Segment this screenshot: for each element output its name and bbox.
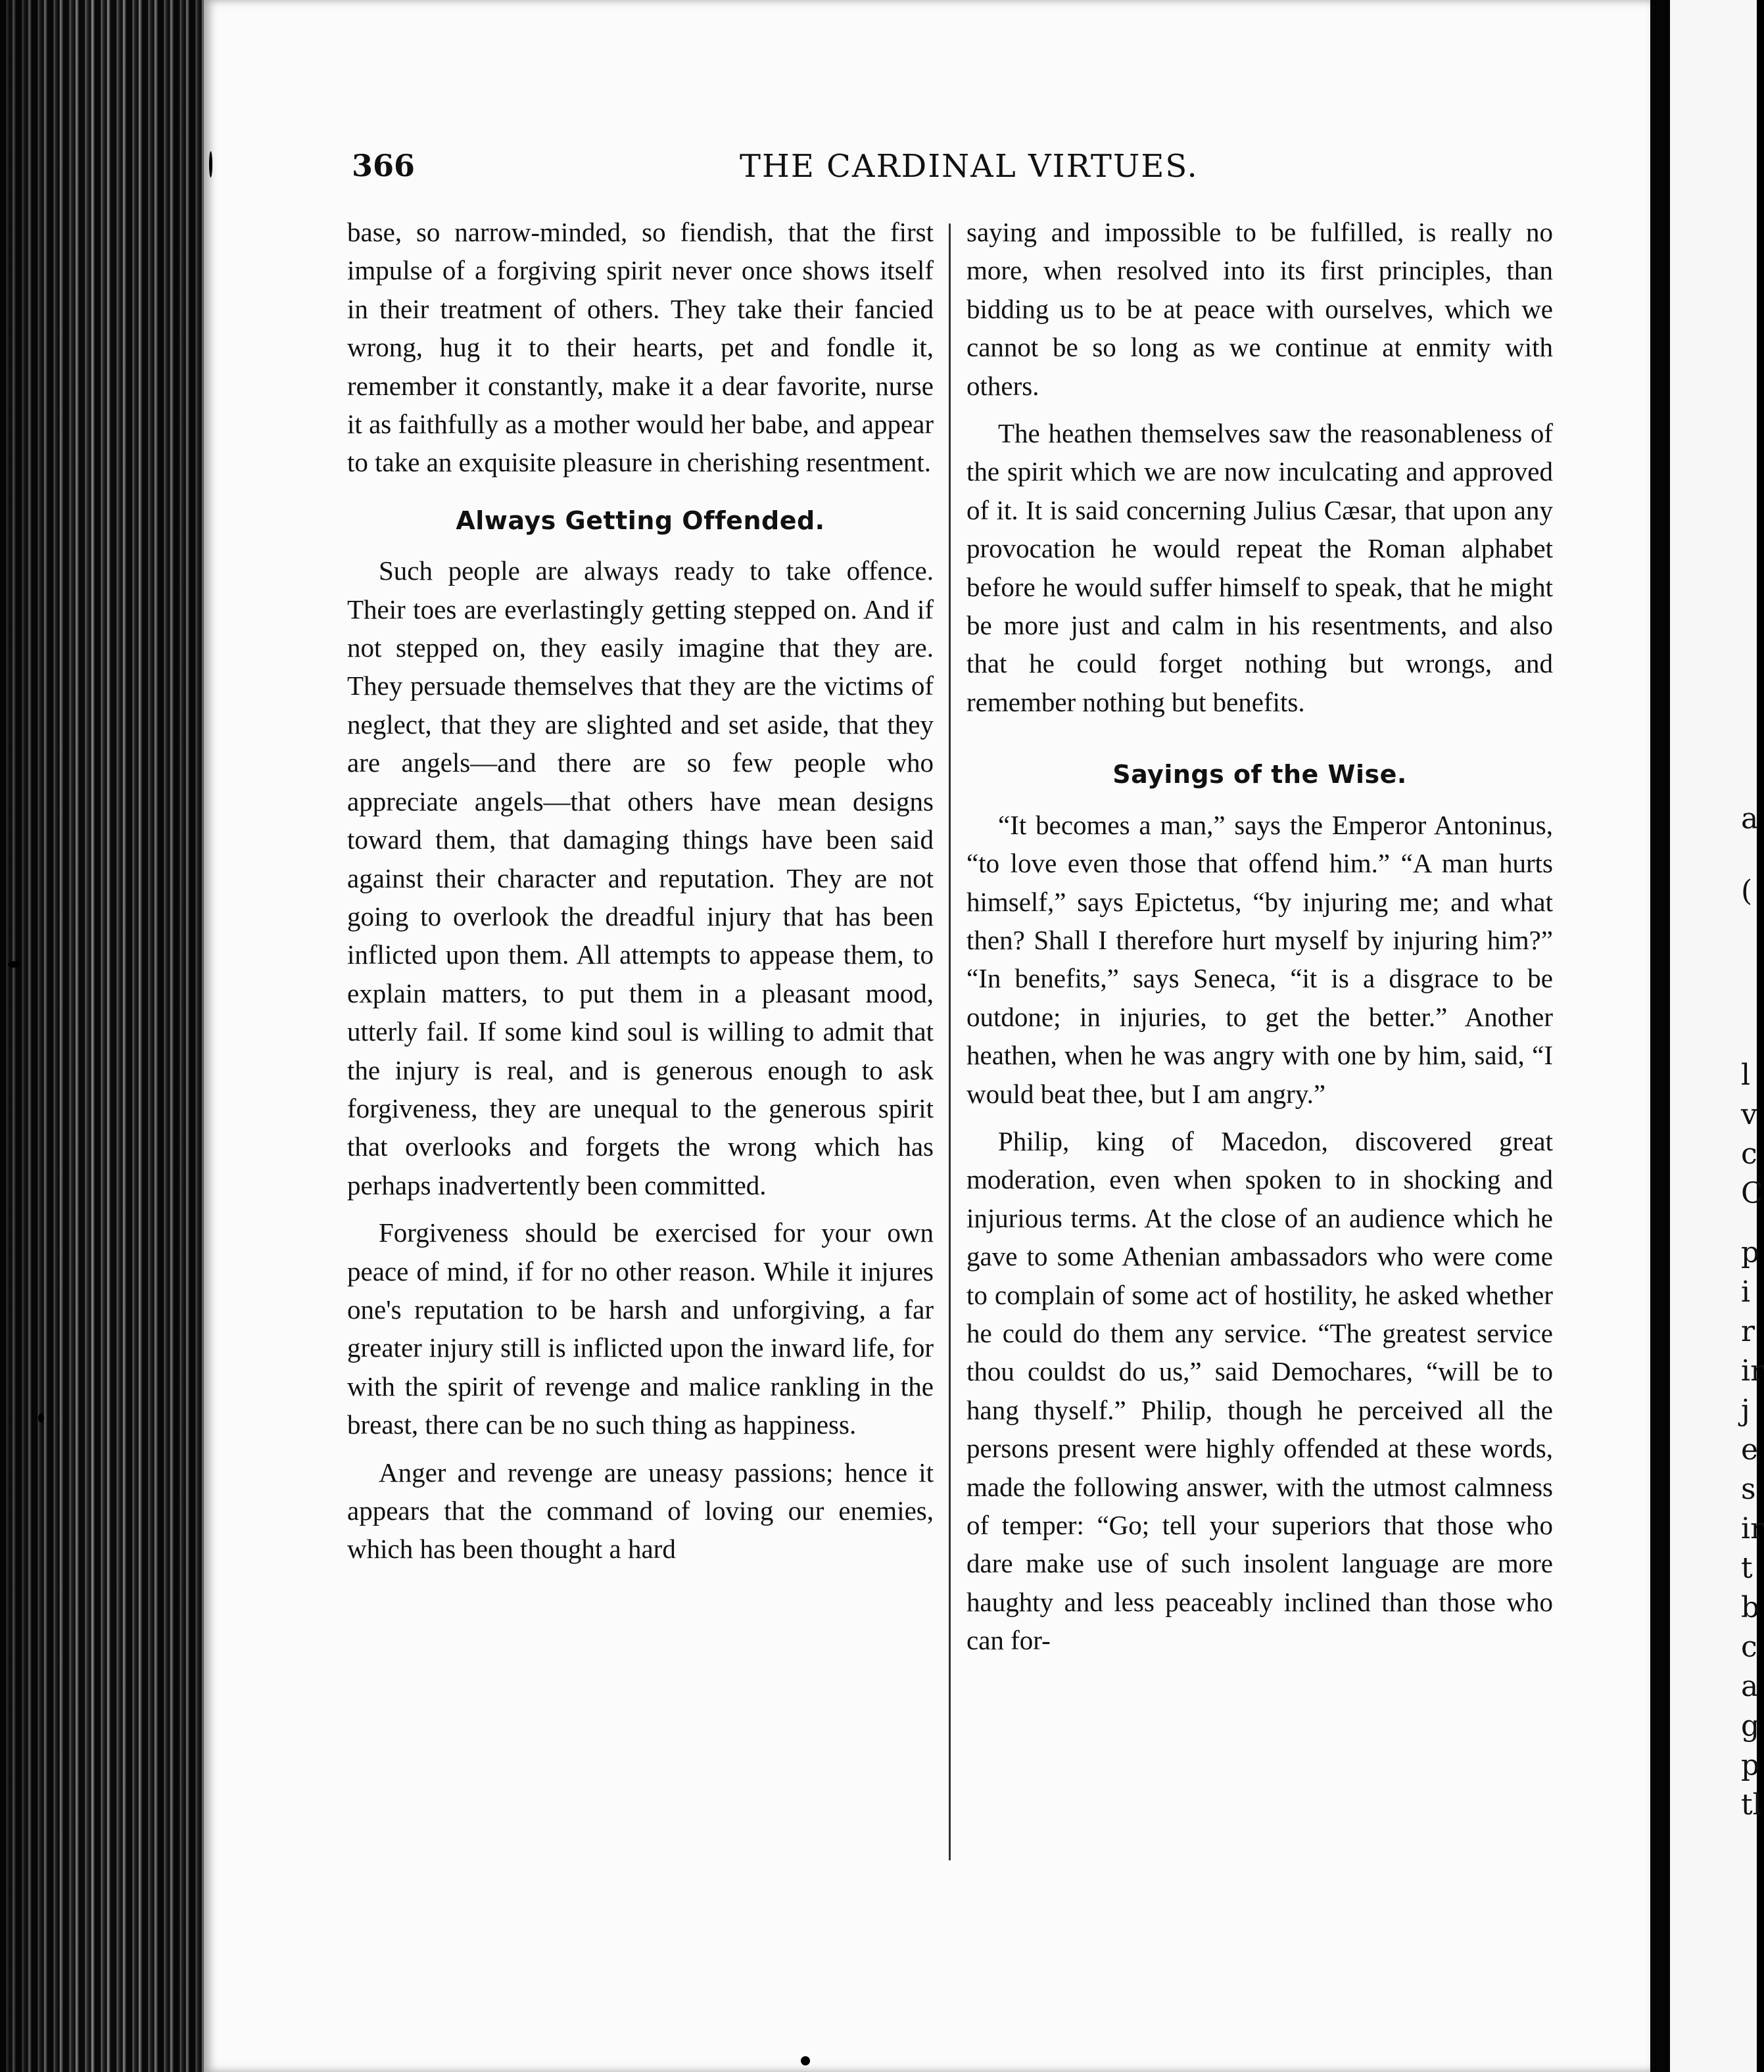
next-page-letter: p: [1741, 1236, 1760, 1269]
page-number: 366: [352, 148, 416, 183]
next-page-letter: c: [1741, 1630, 1757, 1664]
page-gutter: [1650, 0, 1670, 2072]
next-page-letter: a: [1741, 1670, 1759, 1703]
next-page-letter: r: [1741, 1315, 1755, 1348]
right-paragraph-2: The heathen themselves saw the reasonableness of the spirit which we are now inculcating and approved of it. It is said concerning Julius Cæsar, that upon any provocation he would repeat the Roman alphabet before he would suffer himself to speak, that he might be more just and calm in his resentments, and also that he could forget nothing but wrongs, and remember nothing but benefits.: [966, 418, 1553, 717]
page-header: [352, 148, 1430, 194]
next-page-letter: tl: [1741, 1788, 1762, 1822]
left-column: [347, 213, 934, 1578]
running-title: THE CARDINAL VIRTUES.: [740, 148, 1199, 185]
right-paragraph-3: “It becomes a man,” says the Emperor Antoninus, “to love even those that offend him.” “A man hurts himself,” says Epictetus, “by injuring me; and what then? Shall I therefore hurt myself by injuring him?” “In benefits,” says Seneca, “it is a disgrace to be outdone; in injuries, to get the better.” Another heathen, when he was angry with one by him, said, “I would beat thee, but I am angry.”: [966, 809, 1553, 1109]
scan-speck: [8, 961, 20, 968]
next-page-letter: i: [1741, 1275, 1751, 1309]
next-page-letter: g: [1741, 1709, 1760, 1743]
next-page-letter: v: [1741, 1098, 1757, 1131]
next-page-letter: (: [1741, 874, 1753, 908]
book-edge-shadow: [0, 0, 204, 2072]
scan-speck: [209, 151, 212, 177]
next-page-letter: p: [1741, 1749, 1760, 1782]
left-paragraph-2: Such people are always ready to take offence. Their toes are everlastingly getting stepped on. And if not stepped on, they easily imagine that they are. They persuade themselves that they are the victims of neglect, that they are slighted and set aside, that they are angels—and there are so few people who appreciate angels—that others have mean designs toward them, that damaging things have been said against their character and reputation. They are not going to overlook the dreadful injury that has been inflicted upon them. All attempts to appease them, to explain matters, to put them in a pleasant mood, utterly fail. If some kind soul is willing to admit that the injury is real, and is generous enough to ask forgiveness, they are unequal to the generous spirit that overlooks and forgets the wrong which has perhaps inadvertently been committed.: [347, 555, 934, 1200]
next-page-letter: C: [1741, 1177, 1763, 1210]
next-page-letter: e: [1741, 1433, 1759, 1467]
next-page-letter: ir: [1741, 1512, 1764, 1545]
right-paragraph-4: Philip, king of Macedon, discovered great moderation, even when spoken to in shocking and injurious terms. At the close of an audience which he gave to some Athenian ambassadors who were come to complain of some act of hostility, he asked whether he could do them any service. “The greatest service thou couldst do us,” said Demochares, “will be to hang thyself.” Philip, though he perceived all the persons present were highly offended at these words, made the following answer, with the utmost calmness of temper: “Go; tell your superiors that those who dare make use of such insolent language are more haughty and less peaceably inclined than those who can for-: [966, 1125, 1553, 1656]
next-page-letter: ir: [1741, 1354, 1764, 1388]
next-page-letter: s: [1741, 1472, 1756, 1506]
section-heading-sayings-of-the-wise: Sayings of the Wise.: [1112, 760, 1407, 789]
left-paragraph-4: Anger and revenge are uneasy passions; hence it appears that the command of loving our enemies, which has been thought a hard: [347, 1457, 934, 1565]
next-page-edge: [1670, 0, 1764, 2072]
section-heading-always-getting-offended: Always Getting Offended.: [456, 506, 825, 535]
next-page-letter: a: [1741, 802, 1759, 836]
next-page-letter: b: [1741, 1591, 1760, 1624]
scan-speck: [801, 2056, 810, 2065]
next-page-letter: j: [1741, 1394, 1750, 1427]
next-page-letter: l: [1741, 1058, 1751, 1092]
next-page-letter: t: [1741, 1551, 1753, 1585]
left-paragraph-1: base, so narrow-minded, so fiendish, that the first impulse of a forgiving spirit never once shows itself in their treatment of others. They take their fancied wrong, hug it to their hearts, pet and fondle it, remember it constantly, make it a dear favorite, nurse it as faithfully as a mother would her babe, and appear to take an exquisite pleasure in cherishing resentment.: [347, 217, 934, 478]
column-divider: [949, 224, 951, 1860]
right-paragraph-1: saying and impossible to be fulfilled, is really no more, when resolved into its first principles, than bidding us to be at peace with ourselves, which we cannot be so long as we continue at enmity with others.: [966, 217, 1553, 401]
scan-speck: [38, 1413, 44, 1423]
next-page-letter: c: [1741, 1137, 1757, 1171]
left-paragraph-3: Forgiveness should be exercised for your own peace of mind, if for no other reason. While it injures one's reputation to be harsh and unforgiving, a far greater injury still is inflicted upon the inward life, for with the spirit of revenge and malice rankling in the breast, there can be no such thing as happiness.: [347, 1217, 934, 1440]
book-page: [204, 0, 1650, 2072]
right-column: [966, 213, 1553, 1669]
